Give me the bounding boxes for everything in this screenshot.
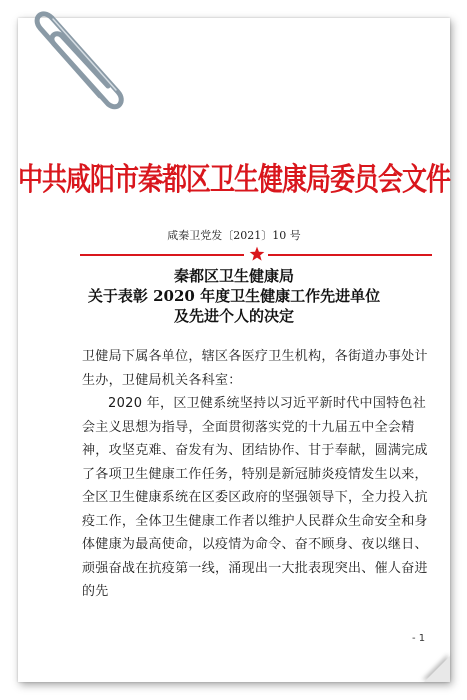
- body-paragraph: 2020 年，区卫健系统坚持以习近平新时代中国特色社会主义思想为指导，全面贯彻落实党的十九届五中全会精神，攻坚克难、奋发有为、团结协作、甘于奉献，圆满完成了各项卫生健康工作任务，特别是新冠肺炎疫情发生以来，全区卫生健康系统在区委区政府的坚强领导下，全力投入抗疫工作，全体卫生健康工作者以维护人民群众生命安全和身体健康为最高使命，以疫情为命令、奋不顾身、夜以继日、顽强奋战在抗疫第一线，涌现出一大批表现突出、催人奋进的先: [82, 396, 428, 599]
- subject-line-2: 关于表彰 2020 年度卫生健康工作先进单位: [87, 287, 381, 305]
- recipients-paragraph: 卫健局下属各单位，辖区各医疗卫生机构，各街道办事处计生办，卫健局机关各科室：: [82, 349, 428, 388]
- subject-line-1: 秦都区卫生健康局: [173, 267, 294, 285]
- document-number: 咸秦卫党发〔2021〕10 号: [167, 229, 301, 242]
- star-icon: [249, 246, 265, 262]
- divider-line-right: [268, 254, 432, 256]
- paperclip-icon: [30, 0, 140, 120]
- subject-line-3: 及先进个人的决定: [173, 307, 294, 325]
- divider-line-left: [80, 254, 244, 256]
- document-subject: [18, 266, 450, 326]
- page-number: - 1: [412, 633, 426, 644]
- document-header-title: 中共咸阳市秦都区卫生健康局委员会文件: [18, 161, 451, 198]
- header-divider: [80, 246, 432, 260]
